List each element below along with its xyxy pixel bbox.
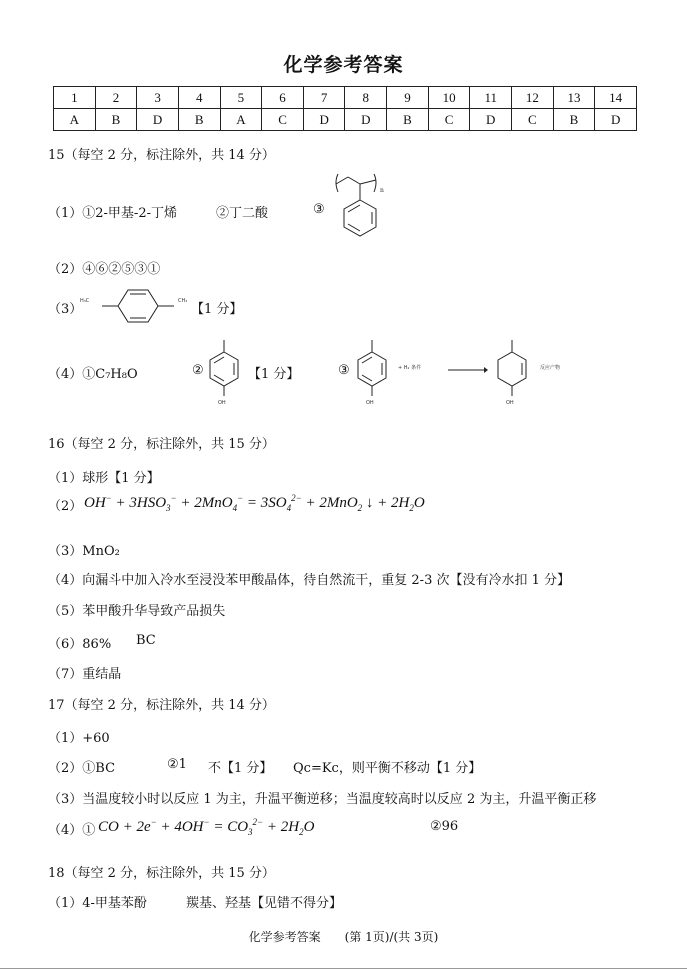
q15-part4-b: ②	[192, 363, 204, 378]
question-number: 11	[470, 87, 512, 109]
question-number: 2	[95, 87, 137, 109]
q17-part2-a: （2）①BC	[48, 761, 116, 776]
answer-cell: B	[553, 109, 595, 131]
q17-part2-b: ②1	[167, 757, 187, 772]
q17-part3: （3）当温度较小时以反应 1 为主，升温平衡逆移；当温度较高时以反应 2 为主，升温平衡正移	[48, 792, 597, 807]
q15-part1-a: （1）①2-甲基-2-丁烯	[48, 206, 177, 221]
answer-cell: A	[54, 109, 96, 131]
q17-part4-b: ②96	[430, 819, 459, 834]
q16-part5: （5）苯甲酸升华导致产品损失	[48, 604, 226, 619]
question-number: 13	[553, 87, 595, 109]
q18-part1-b: 羰基、羟基【见错不得分】	[186, 896, 343, 911]
answer-table-answer-row	[54, 109, 637, 131]
q18-header: 18（每空 2 分，标注除外，共 15 分）	[48, 866, 275, 881]
answer-cell: B	[387, 109, 429, 131]
q16-part1: （1）球形【1 分】	[48, 471, 160, 486]
q15-part3-label: （3）	[48, 302, 83, 317]
answer-table-number-row	[54, 87, 637, 109]
q18-part1-a: （1）4-甲基苯酚	[48, 896, 147, 911]
q16-part2-label: （2）	[48, 499, 83, 514]
answer-cell: C	[428, 109, 470, 131]
answer-cell: D	[470, 109, 512, 131]
q15-part4-oh-label-3: OH	[506, 400, 514, 406]
answer-cell: D	[345, 109, 387, 131]
answer-cell: C	[262, 109, 304, 131]
reactant-structure	[354, 340, 390, 404]
question-number: 5	[220, 87, 262, 109]
answer-cell: C	[512, 109, 554, 131]
para-xylene-structure	[100, 288, 180, 324]
q15-part4-c: ③	[338, 363, 350, 378]
p-cresol-structure	[206, 340, 242, 404]
q17-part1: （1）+60	[48, 731, 110, 746]
q15-part4-reagent: + H₂ 条件	[398, 365, 422, 371]
q17-part4-a: （4）①	[48, 823, 96, 838]
q15-part1-b: ②丁二酸	[216, 206, 269, 221]
question-number: 4	[178, 87, 220, 109]
question-number: 9	[387, 87, 429, 109]
page-bottom-border	[0, 968, 687, 969]
polystyrene-structure	[330, 170, 390, 242]
q16-part6-a: （6）86%	[48, 637, 112, 652]
answer-cell: B	[95, 109, 137, 131]
question-number: 14	[595, 87, 637, 109]
q16-part6-b: BC	[136, 633, 156, 648]
q17-electrode-equation: CO + $2e^- + 4OH^- = CO_3^{2-} + 2H_2O$	[98, 817, 315, 837]
q16-part3: （3）MnO₂	[48, 544, 120, 559]
answer-cell: D	[303, 109, 345, 131]
q17-part2-c: 不【1 分】	[208, 761, 273, 776]
q16-part4: （4）向漏斗中加入冷水至浸没苯甲酸晶体，待自然流干，重复 2-3 次【没有冷水扣 1 分】	[48, 573, 571, 588]
q15-part3-right-group: CH₃	[178, 298, 188, 304]
product-structure	[494, 340, 530, 404]
answer-table	[53, 86, 637, 131]
q15-part4-oh-label-2: OH	[366, 400, 374, 406]
question-number: 6	[262, 87, 304, 109]
q16-ionic-equation: $OH^- + 3HSO_3^- + 2MnO_4^- = 3SO_4^{2-} + 2MnO_2$ ↓ + $2H_2O$	[84, 493, 425, 513]
q16-header: 16（每空 2 分，标注除外，共 15 分）	[48, 437, 275, 452]
q15-part1-c: ③	[313, 202, 325, 217]
question-number: 1	[54, 87, 96, 109]
question-number: 8	[345, 87, 387, 109]
page-title: 化学参考答案	[283, 54, 404, 76]
question-number: 3	[137, 87, 179, 109]
q15-part4-oh-label-1: OH	[218, 400, 226, 406]
q15-part2: （2）④⑥②⑤③①	[48, 262, 161, 277]
svg-text:n: n	[380, 187, 384, 194]
q15-part4-b-note: 【1 分】	[248, 367, 300, 382]
reaction-arrow-icon	[448, 366, 488, 374]
q15-header: 15（每空 2 分，标注除外，共 14 分）	[48, 148, 275, 163]
question-number: 10	[428, 87, 470, 109]
q17-header: 17（每空 2 分，标注除外，共 14 分）	[48, 698, 275, 713]
q15-part4-product: 反应产物	[540, 365, 561, 371]
page-footer: 化学参考答案 (第 1页)/(共 3页)	[248, 930, 439, 944]
q15-part4-a: （4）①C₇H₈O	[48, 367, 138, 382]
answer-cell: D	[595, 109, 637, 131]
q16-part7: （7）重结晶	[48, 667, 122, 682]
answer-cell: B	[178, 109, 220, 131]
question-number: 7	[303, 87, 345, 109]
answer-cell: A	[220, 109, 262, 131]
answer-cell: D	[137, 109, 179, 131]
question-number: 12	[512, 87, 554, 109]
q17-part2-d: Qc=Kc，则平衡不移动【1 分】	[293, 761, 482, 776]
q15-part3-note: 【1 分】	[191, 302, 243, 317]
q15-part3-left-group: H₃C	[80, 298, 90, 304]
